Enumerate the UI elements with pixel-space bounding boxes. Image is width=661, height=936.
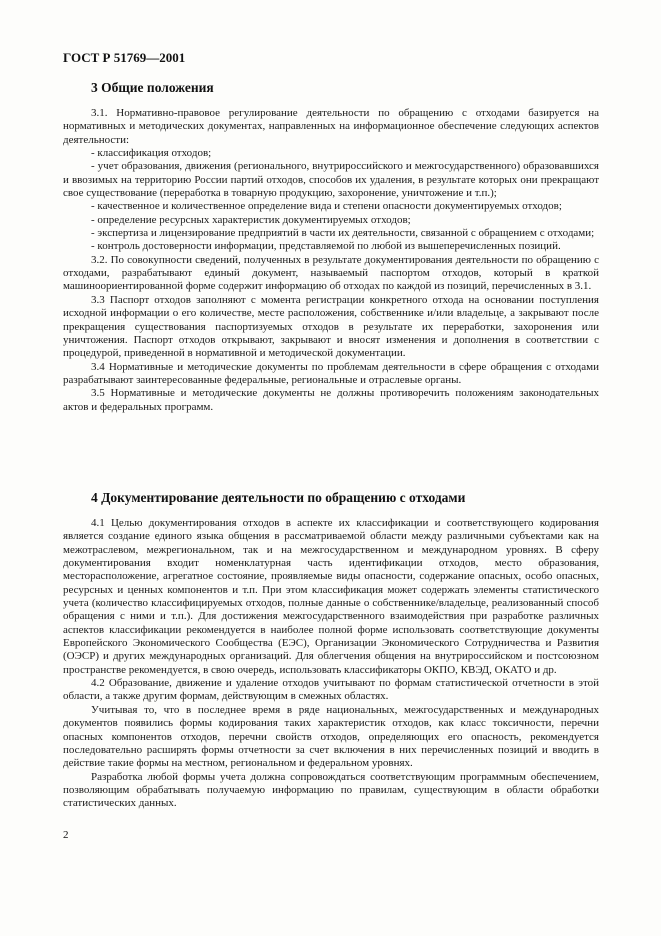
list-item: - учет образования, движения (регионального, внутрироссийского и межгосударственного) образовавшихся и ввозимых на территорию России партий отходов, способов их удаления, в результате которых они прекращают свое существование (переработка в товарную продукцию, захоронение, уничтожение и т.п.); — [63, 160, 599, 200]
section-4-body — [63, 517, 599, 811]
paragraph-3-2: 3.2. По совокупности сведений, полученных в результате документирования деятельности по обращению с отходами, разрабатывают единый документ, называемый паспортом отходов, который в краткой машиноориентированной форме содержит информацию об отходах по каждой из позиций, перечисленных в 3.1. — [63, 253, 599, 293]
section-4-title: 4 Документирование деятельности по обращению с отходами — [91, 490, 466, 505]
paragraph-3-5: 3.5 Нормативные и методические документы не должны противоречить положениям законодательных актов и федеральных программ. — [63, 387, 599, 413]
paragraph-3-4: 3.4 Нормативные и методические документы по проблемам деятельности в сфере обращения с отходами разрабатывают заинтересованные федеральные, региональные и отраслевые органы. — [63, 360, 599, 386]
paragraph-3-1: 3.1. Нормативно-правовое регулирование деятельности по обращению с отходами базируется на нормативных и методических документах, направленных на информационное обеспечение следующих аспектов деятельности: — [63, 107, 599, 146]
paragraph-4-2-cont: Учитывая то, что в последнее время в ряде национальных, межгосударственных и международных документов появились формы кодирования таких характеристик отходов, как класс токсичности, перечни опасных компонентов отходов, перечни свойств отходов, определяющих его опасность, рекомендуется последовательно расширять формы отчетности за счет включения в них перечисленных позиций и вводить в действие такие формы на местном, региональном и федеральном уровнях. — [63, 703, 599, 770]
list-item: - контроль достоверности информации, представляемой по любой из вышеперечисленных позиций. — [91, 240, 561, 253]
paragraph-4-2-software: Разработка любой формы учета должна сопровождаться соответствующим программным обеспечением, позволяющим обрабатывать получаемую информацию по правилам, существующим в области обработки статистических данных. — [63, 770, 599, 810]
paragraph-4-2: 4.2 Образование, движение и удаление отходов учитывают по формам статистической отчетности в этой области, а также другим формам, действующим в смежных областях. — [63, 677, 599, 703]
paragraph-4-1: 4.1 Целью документирования отходов в аспекте их классификации и соответствующего кодирования является создание единого языка общения в рассматриваемой области между различными субъектами как на межотраслевом, межрегиональном, так и на межгосударственном и международном уровнях. В сферу документирования входит номенклатурная часть идентификации отходов, место образования, месторасположение, агрегатное состояние, проявляемые виды опасности, содержание опасных, особо опасных, ресурсных и ценных компонентов и т.п. При этом классификация может содержать элементы статистического учета (количество классифицируемых отходов, полные данные о собственнике/владельце, реализованный способ обращения с ними и т.п.). Для достижения межгосударственного взаимодействия при разработке различных аспектов классификации рекомендуется в наиболее полной форме использовать соответствующие документы Европейского Экономического Сообщества (ЕЭС), Организации Экономического Сотрудничества и Развития (ОЭСР) и других международных организаций. Для облегчения общения на внутрироссийском и постсоюзном пространстве рекомендуется, в свою очередь, использовать классификаторы ОКПО, КВЭД, ОКАТО и др. — [63, 517, 599, 676]
paragraph-3-3: 3.3 Паспорт отходов заполняют с момента регистрации конкретного отхода на основании поступления исходной информации о его количестве, месте расположения, собственнике и/или владельце, а закрывают после прекращения существования паспортизуемых отходов в результате их переработки, захоронения или уничтожения. Паспорт отходов открывают, закрывают и вносят изменения и дополнения в соответствии с процедурой, приведенной в нормативной и методической документации. — [63, 293, 599, 360]
section-3-title: 3 Общие положения — [91, 80, 214, 95]
document-header: ГОСТ Р 51769—2001 — [63, 50, 186, 65]
list-item: - классификация отходов; — [91, 147, 212, 160]
page-number: 2 — [63, 829, 69, 841]
list-item: - качественное и количественное определение вида и степени опасности документируемых отходов; — [91, 200, 562, 213]
list-item: - экспертиза и лицензирование предприятий в части их деятельности, связанной с обращением с отходами; — [91, 227, 595, 240]
section-3-body — [63, 107, 599, 414]
list-item: - определение ресурсных характеристик документируемых отходов; — [91, 213, 411, 226]
